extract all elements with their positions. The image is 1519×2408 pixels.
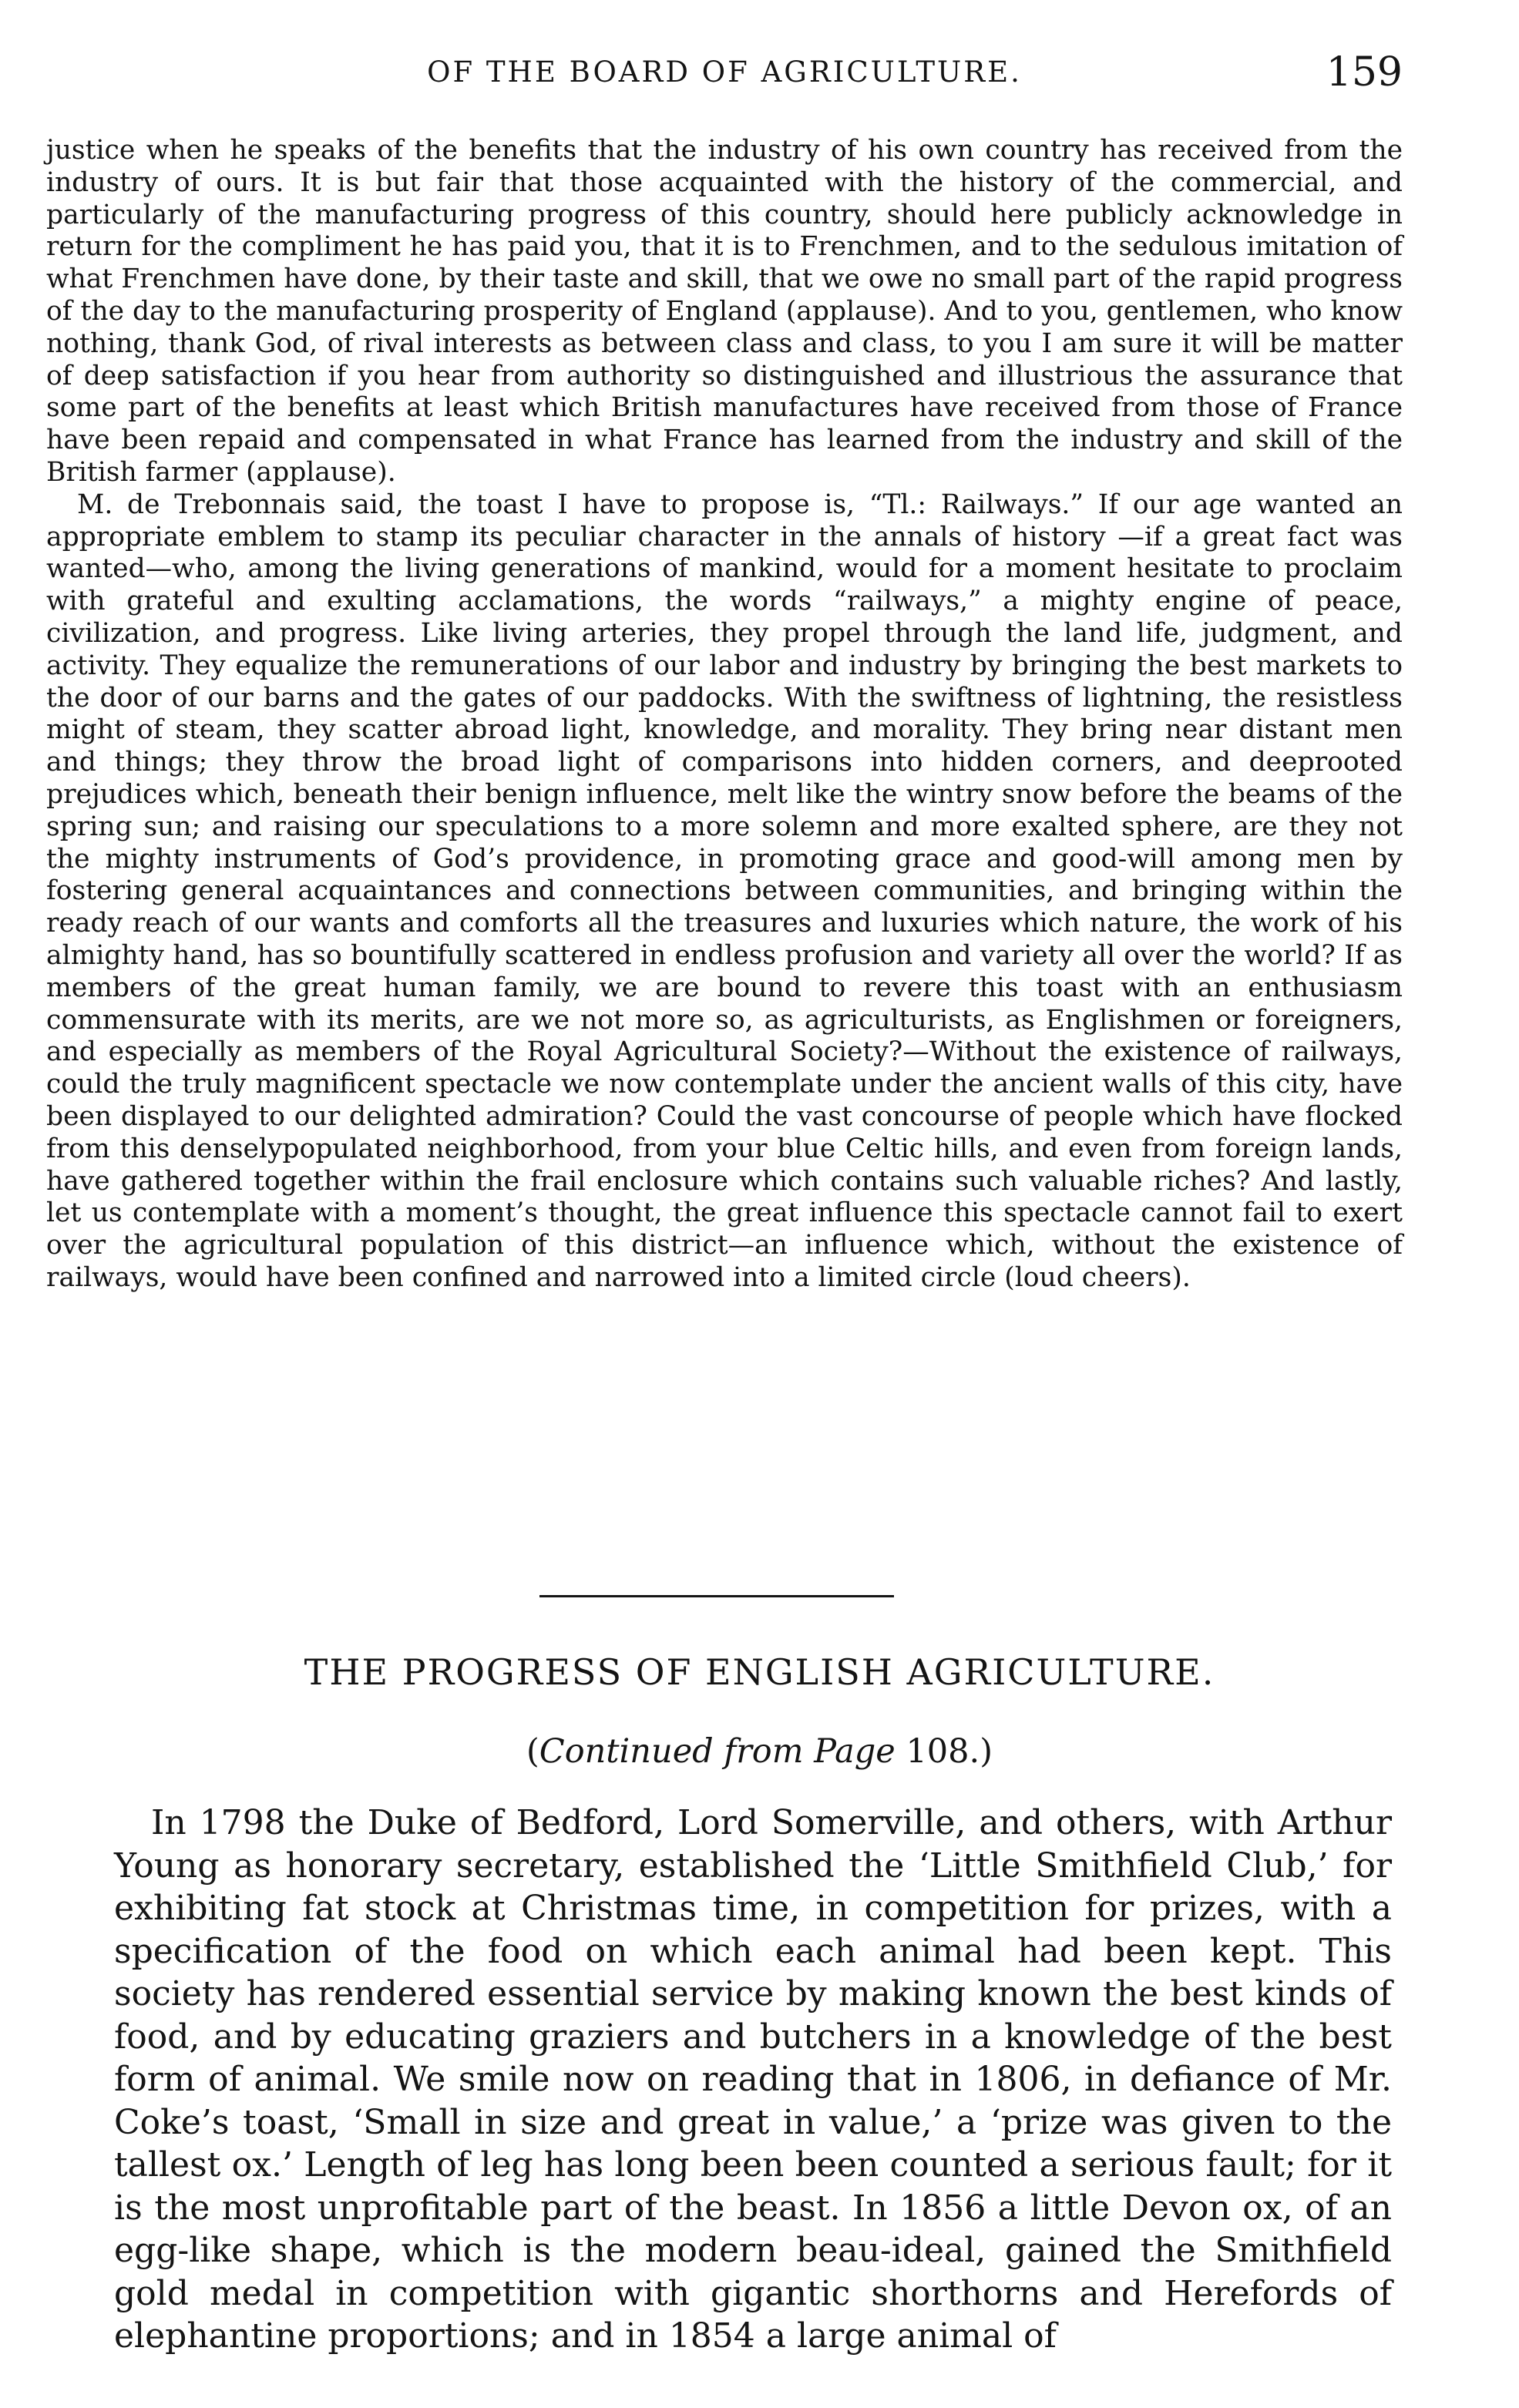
continued-note (0, 1732, 1519, 1771)
running-head (46, 48, 1403, 106)
continued-page-ref: 108. (906, 1732, 980, 1771)
section-divider (539, 1595, 894, 1597)
running-title: OF THE BOARD OF AGRICULTURE. (427, 55, 1022, 89)
article-body (114, 1802, 1392, 2358)
continued-open-paren: ( (526, 1732, 539, 1771)
continued-close-paren: ) (980, 1732, 993, 1771)
speech-paragraph-2: M. de Trebonnais said, the toast I have to propose is, “Tl.: Railways.” If our age wanted an appropriate emblem to stamp its peculiar character in the annals of history —if a great fact was wanted—who, among the living generations of mankind, would for a moment hesitate to proclaim with grateful and exulting acclamations, the words “railways,” a mighty engine of peace, civilization, and progress. Like living arteries, they propel through the land life, judgment, and activity. They equalize the remunerations of our labor and industry by bringing the best markets to the door of our barns and the gates of our paddocks. With the swiftness of lightning, the resistless might of steam, they scatter abroad light, knowledge, and morality. They bring near distant men and things; they throw the broad light of comparisons into hidden corners, and deeprooted prejudices which, beneath their benign influence, melt like the wintry snow before the beams of the spring sun; and raising our speculations to a more solemn and more exalted sphere, are they not the mighty instruments of God’s providence, in promoting grace and good-will among men by fostering general acquaintances and connections between communities, and bringing within the ready reach of our wants and comforts all the treasures and luxuries which nature, the work of his almighty hand, has so bountifully scattered in endless profusion and variety all over the world? If as members of the great human family, we are bound to revere this toast with an enthusiasm commensurate with its merits, are we not more so, as agriculturists, as Englishmen or foreigners, and especially as members of the Royal Agricultural Society?—Without the existence of railways, could the truly magnificent spectacle we now contemplate under the ancient walls of this city, have been displayed to our delighted admiration? Could the vast concourse of people which have flocked from this denselypopulated neighborhood, from your blue Celtic hills, and even from foreign lands, have gathered together within the frail enclosure which contains such valuable riches? And lastly, let us contemplate with a moment’s thought, the great influence this spectacle cannot fail to exert over the agricultural population of this district—an influence which, without the existence of railways, would have been confined and narrowed into a limited circle (loud cheers). (46, 489, 1403, 1293)
continued-label: Continued from Page (539, 1732, 896, 1771)
speech-paragraph-1: justice when he speaks of the benefits that the industry of his own country has received from the industry of ours. It is but fair that those acquainted with the history of the commercial, and particularly of the manufacturing progress of this country, should here publicly acknowledge in return for the compliment he has paid you, that it is to Frenchmen, and to the sedulous imitation of what Frenchmen have done, by their taste and skill, that we owe no small part of the rapid progress of the day to the manufacturing prosperity of England (applause). And to you, gentlemen, who know nothing, thank God, of rival interests as between class and class, to you I am sure it will be matter of deep satisfaction if you hear from authority so distinguished and illustrious the assurance that some part of the benefits at least which British manufactures have received from those of France have been repaid and compensated in what France has learned from the industry and skill of the British farmer (applause). (46, 135, 1403, 488)
article-paragraph-1: In 1798 the Duke of Bedford, Lord Somerville, and others, with Arthur Young as honorary secretary, established the ‘Little Smithfield Club,’ for exhibiting fat stock at Christmas time, in competition for prizes, with a specification of the food on which each animal had been kept. This society has rendered essential service by making known the best kinds of food, and by educating graziers and butchers in a knowledge of the best form of animal. We smile now on reading that in 1806, in defiance of Mr. Coke’s toast, ‘Small in size and great in value,’ a ‘prize was given to the tallest ox.’ Length of leg has long been been counted a serious fault; for it is the most unprofitable part of the beast. In 1856 a little Devon ox, of an egg-like shape, which is the modern beau-ideal, gained the Smithfield gold medal in competition with gigantic shorthorns and Herefords of elephantine proportions; and in 1854 a large animal of (114, 1803, 1392, 2356)
article-title: THE PROGRESS OF ENGLISH AGRICULTURE. (304, 1651, 1215, 1693)
speech-text (46, 135, 1403, 1295)
page-number: 159 (1326, 49, 1403, 96)
